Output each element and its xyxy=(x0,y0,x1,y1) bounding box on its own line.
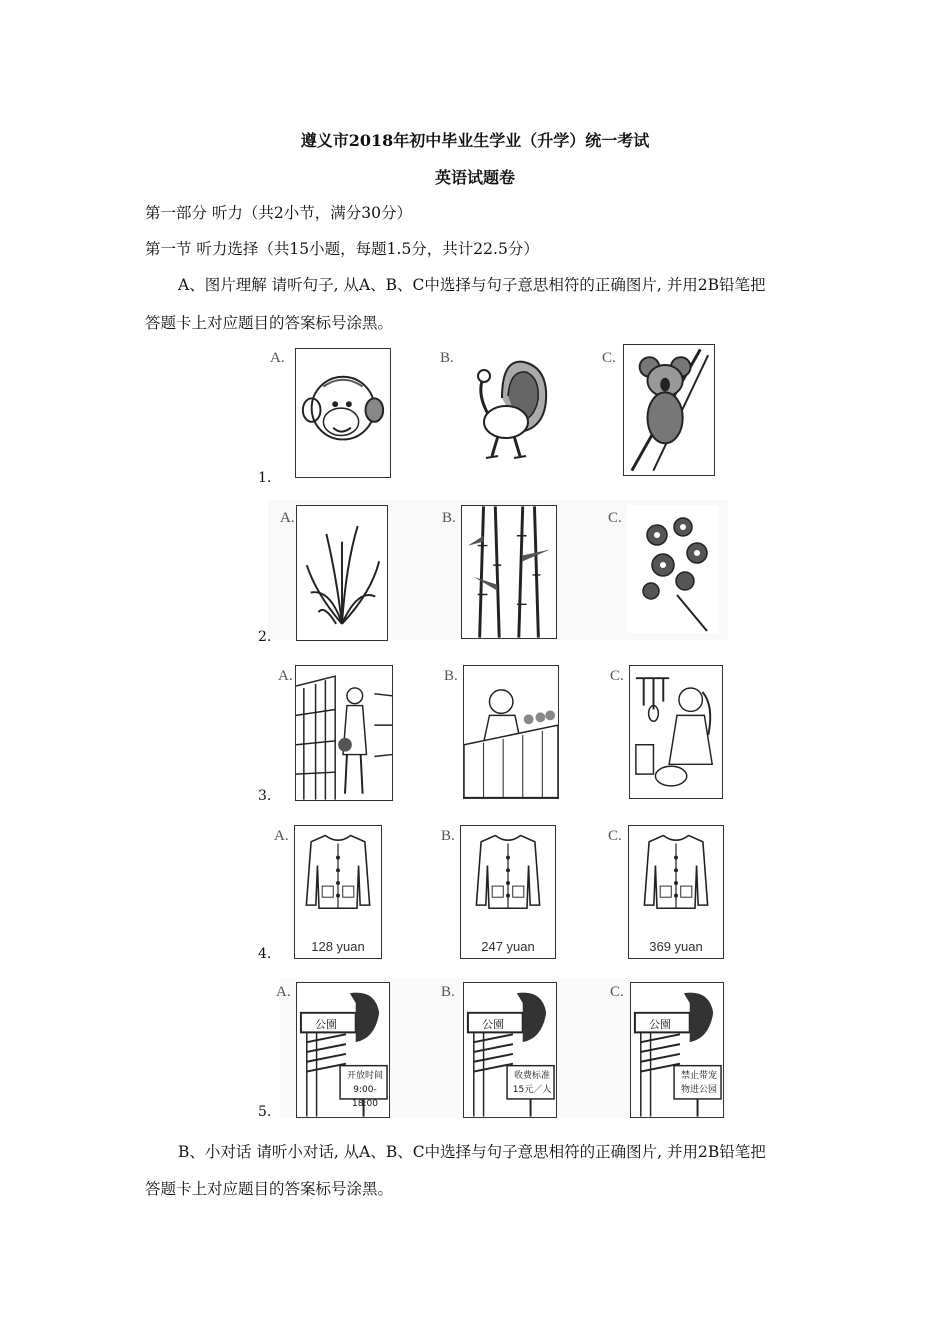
option-label-a: A. xyxy=(280,510,295,526)
price-label: 369 yuan xyxy=(649,939,703,954)
notice-board-line1: 开放时间 xyxy=(346,1071,383,1081)
bamboo-icon xyxy=(462,506,556,638)
option-label-b: B. xyxy=(441,984,455,1000)
exam-title: 遵义市2018年初中毕业生学业（升学）统一考试 xyxy=(300,131,650,150)
option-label-c: C. xyxy=(610,984,624,1000)
notice-board-line2: 15元／人 xyxy=(512,1085,552,1095)
option-image-kitchen[interactable] xyxy=(629,665,723,799)
supermarket-icon xyxy=(296,666,392,800)
notice-board-line2: 物进公园 xyxy=(680,1085,717,1095)
question-number: 2. xyxy=(258,629,272,645)
part-heading: 第一部分 听力（共2小节，满分30分） xyxy=(145,204,413,222)
option-image-monkey[interactable] xyxy=(295,348,391,478)
option-label-a: A. xyxy=(276,984,291,1000)
option-label-a: A. xyxy=(270,350,285,366)
jacket-icon xyxy=(629,826,723,932)
option-image-koala[interactable] xyxy=(623,344,715,476)
option-jacket-128[interactable] xyxy=(294,825,382,959)
option-park-hours[interactable] xyxy=(296,982,390,1118)
notice-board-line1: 禁止带宠 xyxy=(680,1071,717,1081)
option-image-grass[interactable] xyxy=(296,505,388,641)
price-label: 128 yuan xyxy=(311,939,365,954)
option-image-shop-counter[interactable] xyxy=(463,665,559,799)
jacket-icon xyxy=(461,826,555,932)
grass-icon xyxy=(297,506,387,640)
park-sign-title: 公園 xyxy=(482,1018,504,1031)
notice-board xyxy=(342,1069,388,1111)
option-label-b: B. xyxy=(442,510,456,526)
koala-icon xyxy=(624,345,714,475)
option-label-b: B. xyxy=(441,828,455,844)
park-sign-title: 公園 xyxy=(315,1018,337,1031)
shop-counter-icon xyxy=(464,666,558,798)
kitchen-icon xyxy=(630,666,722,798)
option-image-turkey[interactable] xyxy=(462,348,550,468)
paper-subtitle: 英语试题卷 xyxy=(434,168,515,187)
flowers-icon xyxy=(627,505,719,633)
notice-board-line2: 9:00-18:00 xyxy=(352,1085,378,1109)
option-jacket-369[interactable] xyxy=(628,825,724,959)
option-image-bamboo[interactable] xyxy=(461,505,557,639)
instruction-a-line2: 答题卡上对应题目的答案标号涂黑。 xyxy=(145,314,394,332)
option-label-c: C. xyxy=(608,510,622,526)
question-number: 5. xyxy=(258,1104,272,1120)
instruction-a-line1: A、图片理解 请听句子, 从A、B、C中选择与句子意思相符的正确图片, 并用2B铅笔把 xyxy=(178,276,766,294)
notice-board-line1: 收费标准 xyxy=(513,1071,550,1081)
section-heading: 第一节 听力选择（共15小题，每题1.5分，共计22.5分） xyxy=(145,240,539,258)
question-number: 1. xyxy=(258,470,272,486)
monkey-icon xyxy=(296,349,390,477)
option-park-no-pets[interactable] xyxy=(630,982,724,1118)
option-label-c: C. xyxy=(610,668,624,684)
park-sign-title: 公園 xyxy=(649,1018,671,1031)
turkey-icon xyxy=(462,348,550,468)
option-label-c: C. xyxy=(602,350,616,366)
option-image-supermarket[interactable] xyxy=(295,665,393,801)
option-jacket-247[interactable] xyxy=(460,825,556,959)
price-label: 247 yuan xyxy=(481,939,535,954)
option-label-b: B. xyxy=(440,350,454,366)
notice-board xyxy=(509,1069,555,1097)
option-image-flowers[interactable] xyxy=(627,505,719,633)
instruction-b-line2: 答题卡上对应题目的答案标号涂黑。 xyxy=(145,1180,394,1198)
question-number: 4. xyxy=(258,946,272,962)
question-number: 3. xyxy=(258,788,272,804)
option-label-a: A. xyxy=(274,828,289,844)
notice-board xyxy=(676,1069,722,1097)
instruction-b-line1: B、小对话 请听小对话, 从A、B、C中选择与句子意思相符的正确图片, 并用2B铅笔把 xyxy=(178,1143,766,1161)
option-label-b: B. xyxy=(444,668,458,684)
jacket-icon xyxy=(295,826,381,932)
option-label-a: A. xyxy=(278,668,293,684)
option-label-c: C. xyxy=(608,828,622,844)
option-park-fee[interactable] xyxy=(463,982,557,1118)
